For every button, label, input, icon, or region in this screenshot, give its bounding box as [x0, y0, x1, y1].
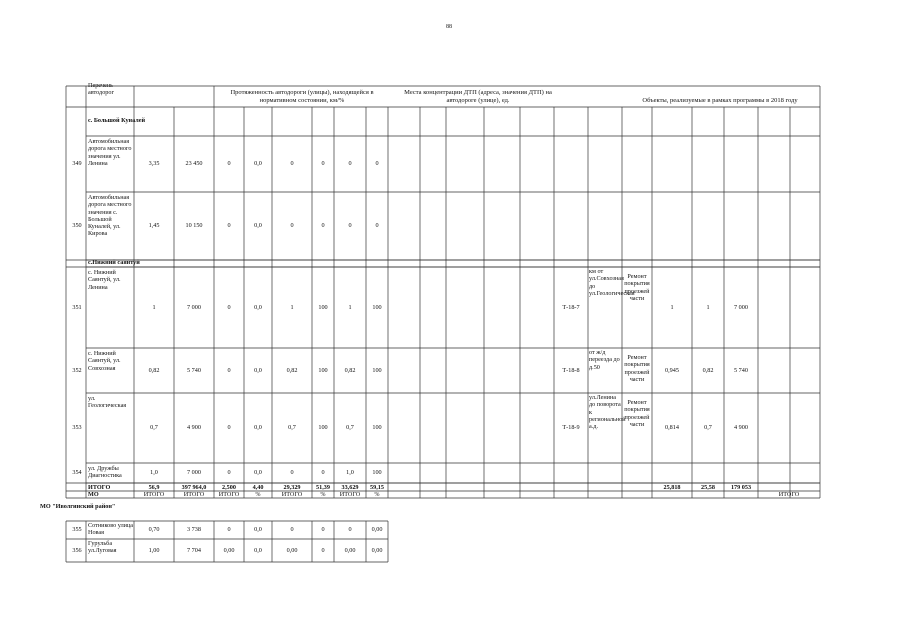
header-dtp: Места концентрации ДТП (адреса, значения ДТП) на автодороге (улице), ед.	[404, 89, 552, 104]
norm-km-3: 0,7	[346, 424, 354, 431]
object-km-1: 0,814	[665, 424, 679, 431]
row-number: 351	[72, 303, 82, 311]
row-number: 350	[72, 222, 82, 229]
norm-pct-3: 100	[372, 303, 382, 311]
object-km-2: 0,7	[704, 424, 712, 431]
norm-km-1: 0	[227, 160, 231, 167]
section-title-nizhny: с.Нижний саянтуй	[88, 259, 140, 266]
total-pct-1: 4,40	[252, 484, 264, 491]
road-name: Автомобильная дорога местного значения с. Большой Куналей, ул. Кирова	[88, 194, 132, 238]
dtp-code: Т-18-7	[562, 303, 580, 311]
dtp-place: от ж/д переезда до д.50	[589, 349, 620, 371]
total-pct-2: 51,39	[316, 484, 330, 491]
road-length: 1,45	[148, 222, 160, 229]
total-object-cost: 179 053	[730, 484, 752, 491]
road-name: ул. Геологическая	[88, 395, 127, 410]
page-number: 88	[446, 24, 452, 30]
norm-km-2: 0	[290, 526, 294, 533]
norm-pct-2: 0	[321, 469, 325, 476]
norm-pct-2: 0	[321, 160, 325, 167]
norm-km-1: 0	[227, 303, 231, 311]
mo-col-7: ИТОГО	[339, 491, 361, 498]
mo-col-6: %	[320, 491, 326, 498]
road-name: Гурульба ул.Луговая	[88, 540, 117, 555]
norm-km-2: 0,00	[286, 546, 298, 554]
norm-km-1: 0	[227, 222, 231, 229]
object-km-2: 0,82	[702, 366, 714, 374]
norm-pct-1: 0,0	[254, 222, 262, 229]
norm-km-2: 0	[290, 469, 294, 476]
mo-label: МО	[88, 491, 99, 498]
norm-pct-2: 100	[318, 366, 328, 374]
norm-km-2: 1	[290, 303, 294, 311]
road-length: 0,7	[150, 424, 158, 431]
norm-pct-3: 0,00	[371, 526, 383, 533]
norm-km-3: 0	[348, 222, 352, 229]
norm-pct-1: 0,0	[254, 366, 262, 374]
header-list: Перечень автодорог	[88, 82, 115, 97]
norm-km-2: 0,7	[288, 424, 296, 431]
norm-km-1: 0	[227, 469, 231, 476]
dtp-code: Т-18-9	[562, 424, 580, 431]
norm-km-1: 0	[227, 526, 231, 533]
road-name: с. Нижний Саянтуй, ул. Совхозная	[88, 350, 121, 372]
dtp-place: ул.Ленина до поворота к региональной а.д.	[589, 394, 626, 431]
road-cost: 7 704	[187, 546, 201, 554]
road-cost: 7 000	[187, 469, 201, 476]
norm-pct-2: 100	[318, 303, 328, 311]
norm-pct-3: 0	[375, 160, 379, 167]
object-cost: 7 000	[734, 303, 748, 311]
object-km-1: 0,945	[665, 366, 679, 374]
norm-km-2: 0,82	[286, 366, 298, 374]
dtp-code: Т-18-8	[562, 366, 580, 374]
total-km-2: 29,329	[283, 484, 301, 491]
road-cost: 4 900	[187, 424, 201, 431]
mo-col-9: ИТОГО	[778, 491, 800, 498]
row-number: 353	[72, 424, 82, 431]
total-length: 56,9	[148, 484, 160, 491]
roads-table	[40, 82, 820, 566]
total-km-1: 2,500	[222, 484, 236, 491]
road-cost: 10 150	[185, 222, 203, 229]
road-length: 0,82	[148, 366, 160, 374]
norm-pct-1: 0,0	[254, 424, 262, 431]
norm-pct-1: 0,0	[254, 526, 262, 533]
mo-col-5: ИТОГО	[281, 491, 303, 498]
norm-pct-3: 100	[372, 469, 382, 476]
norm-km-3: 0,00	[344, 546, 356, 554]
diagnostics-label: Диагностика	[88, 472, 122, 479]
object-cost: 4 900	[734, 424, 748, 431]
total-object-km-1: 25,818	[663, 484, 681, 491]
norm-pct-3: 100	[372, 366, 382, 374]
norm-pct-3: 100	[372, 424, 382, 431]
road-cost: 5 740	[187, 366, 201, 374]
norm-km-3: 1,0	[346, 469, 354, 476]
norm-pct-1: 0,0	[254, 303, 262, 311]
row-number: 354	[72, 469, 82, 476]
work-type: Ремонт покрытия проезжей части	[624, 273, 650, 302]
norm-pct-2: 0	[321, 546, 325, 554]
mo-col-1: ИТОГО	[143, 491, 165, 498]
section-title-mo: МО "Иволгинский район"	[40, 503, 116, 510]
row-number: 349	[72, 160, 82, 167]
norm-pct-2: 0	[321, 222, 325, 229]
road-name: ул. Дружбы	[88, 465, 119, 472]
object-km-1: 1	[670, 303, 674, 311]
work-type: Ремонт покрытия проезжей части	[624, 354, 650, 383]
norm-km-2: 0	[290, 160, 294, 167]
road-cost: 23 450	[185, 160, 203, 167]
mo-col-4: %	[255, 491, 261, 498]
mo-col-8: %	[374, 491, 380, 498]
row-number: 352	[72, 366, 82, 374]
norm-km-1: 0,00	[223, 546, 235, 554]
header-length: Протяженность автодороги (улицы), находящейся в нормативном состоянии, км/%	[230, 89, 374, 104]
norm-km-1: 0	[227, 424, 231, 431]
section-title-bolshoy: с. Большой Куналей	[88, 117, 146, 124]
total-object-km-2: 25,58	[701, 484, 715, 491]
norm-pct-1: 0,0	[254, 546, 262, 554]
road-length: 0,70	[148, 526, 160, 533]
road-length: 1,00	[148, 546, 160, 554]
header-objects: Объекты, реализуемые в рамках программы в 2018 году	[642, 97, 798, 104]
row-number: 355	[72, 526, 82, 533]
work-type: Ремонт покрытия проезжей части	[624, 399, 650, 428]
total-pct-3: 59,15	[370, 484, 384, 491]
road-name: Сотниково улица Новая	[88, 522, 134, 537]
norm-km-3: 0	[348, 160, 352, 167]
norm-pct-3: 0,00	[371, 546, 383, 554]
dtp-place: км от ул.Совхозная до ул.Геологическая	[589, 268, 635, 297]
road-name: с. Нижний Саянтуй, ул. Ленина	[88, 269, 121, 291]
mo-col-3: ИТОГО	[218, 491, 240, 498]
object-km-2: 1	[706, 303, 710, 311]
total-label: ИТОГО	[88, 484, 111, 491]
norm-km-3: 0	[348, 526, 352, 533]
total-km-3: 33,629	[341, 484, 359, 491]
norm-pct-1: 0,0	[254, 469, 262, 476]
row-number: 356	[72, 546, 82, 554]
road-name: Автомобильная дорога местного значения ул. Ленина	[88, 138, 132, 167]
norm-km-3: 0,82	[344, 366, 356, 374]
norm-km-3: 1	[348, 303, 352, 311]
norm-pct-1: 0,0	[254, 160, 262, 167]
road-length: 3,35	[148, 160, 160, 167]
norm-pct-2: 0	[321, 526, 325, 533]
norm-pct-3: 0	[375, 222, 379, 229]
road-length: 1,0	[150, 469, 158, 476]
road-cost: 3 738	[187, 526, 201, 533]
object-cost: 5 740	[734, 366, 748, 374]
norm-pct-2: 100	[318, 424, 328, 431]
total-cost: 397 964,0	[181, 484, 207, 491]
norm-km-1: 0	[227, 366, 231, 374]
road-cost: 7 000	[187, 303, 201, 311]
mo-col-2: ИТОГО	[183, 491, 205, 498]
road-length: 1	[152, 303, 156, 311]
norm-km-2: 0	[290, 222, 294, 229]
